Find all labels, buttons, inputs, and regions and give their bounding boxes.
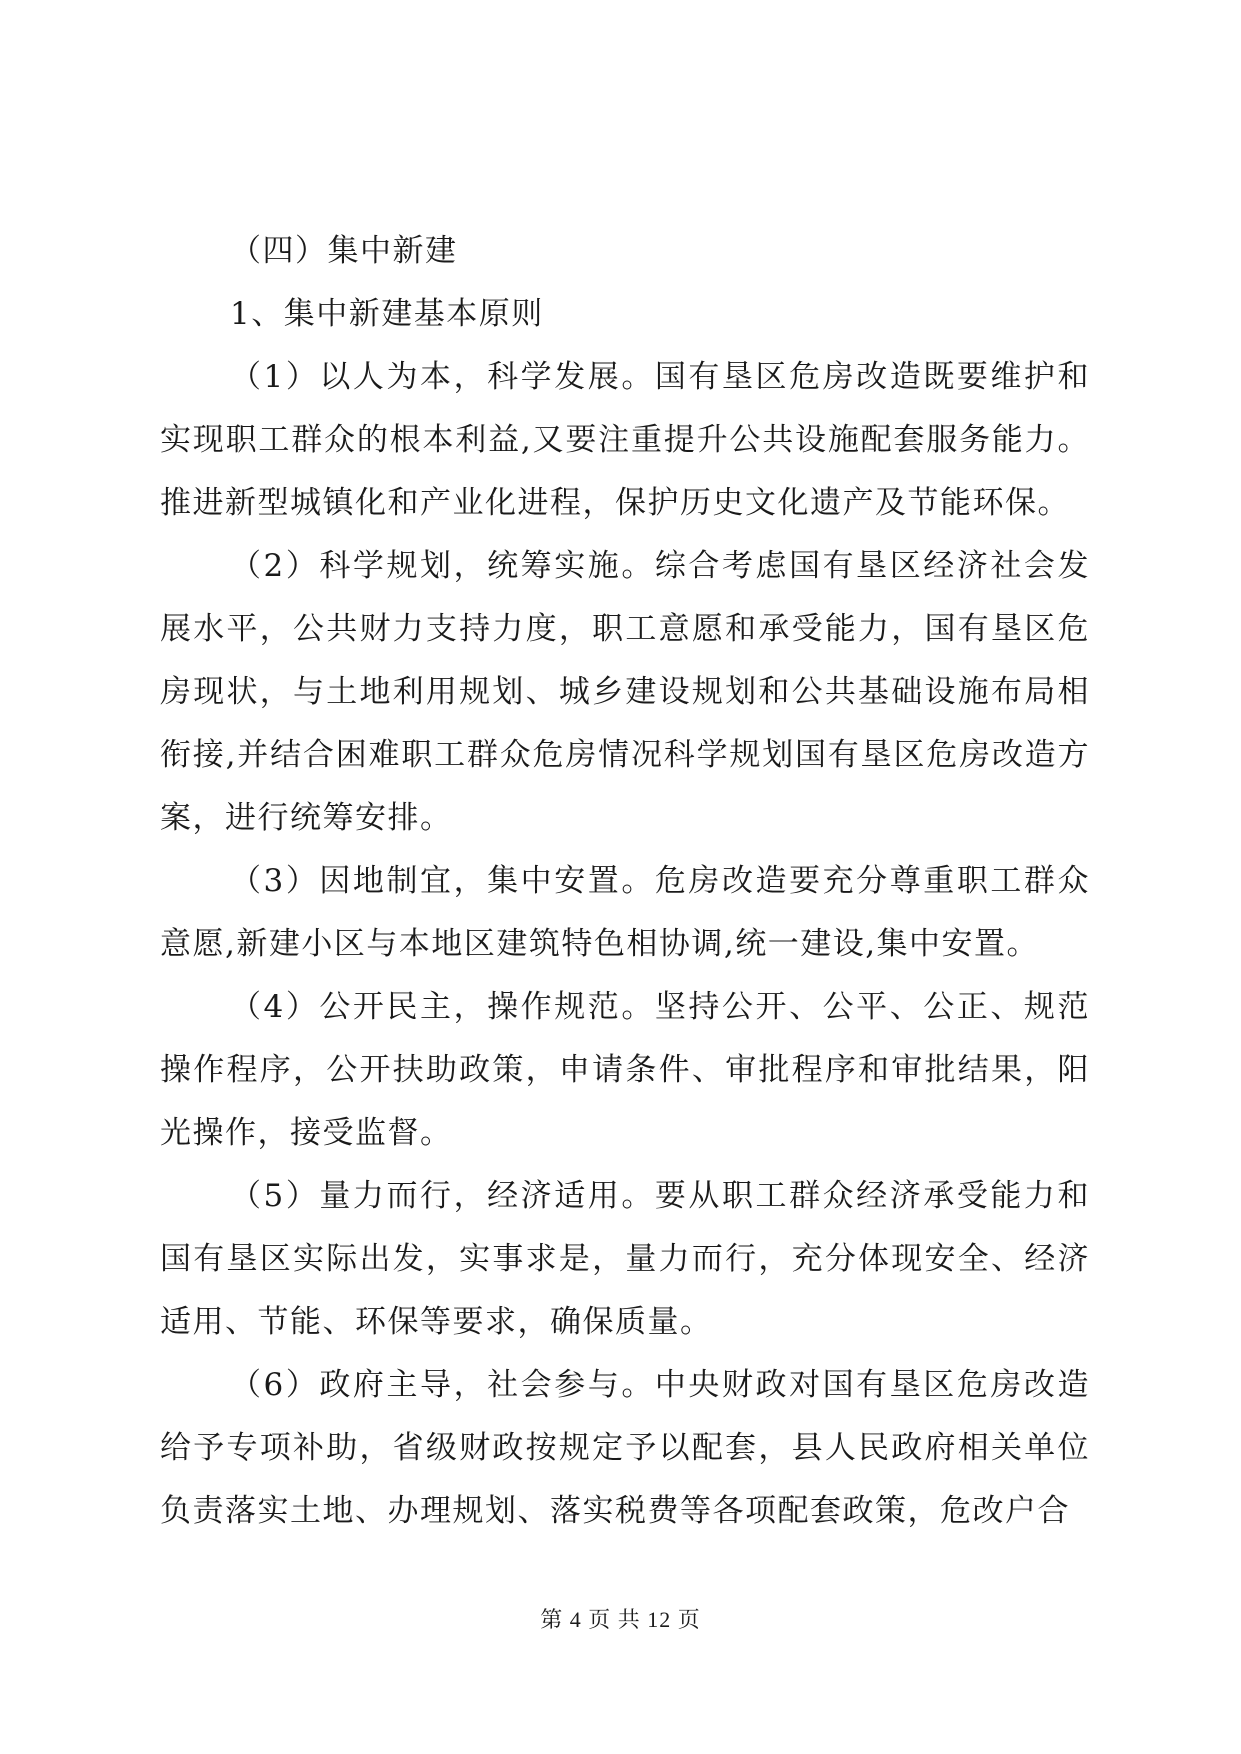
- paragraph-principle-4: （4）公开民主，操作规范。坚持公开、公平、公正、规范操作程序，公开扶助政策，申请条件、审批程序和审批结果，阳光操作，接受监督。: [160, 989, 1090, 1151]
- document-body: [160, 220, 1090, 1543]
- paragraph-principle-1: （1）以人为本，科学发展。国有垦区危房改造既要维护和实现职工群众的根本利益,又要注重提升公共设施配套服务能力。推进新型城镇化和产业化进程，保护历史文化遗产及节能环保。: [160, 359, 1090, 521]
- paragraph-principle-3: （3）因地制宜，集中安置。危房改造要充分尊重职工群众意愿,新建小区与本地区建筑特色相协调,统一建设,集中安置。: [160, 863, 1090, 962]
- page-number-footer: 第 4 页 共 12 页: [540, 1607, 701, 1632]
- subsection-heading: 1、集中新建基本原则: [230, 296, 544, 332]
- paragraph-principle-2: （2）科学规划，统筹实施。综合考虑国有垦区经济社会发展水平，公共财力支持力度，职工意愿和承受能力，国有垦区危房现状，与土地利用规划、城乡建设规划和公共基础设施布局相衔接,并结合困难职工群众危房情况科学规划国有垦区危房改造方案，进行统筹安排。: [160, 548, 1090, 836]
- section-heading: （四）集中新建: [230, 233, 458, 269]
- paragraph-principle-6: （6）政府主导，社会参与。中央财政对国有垦区危房改造给予专项补助，省级财政按规定予以配套，县人民政府相关单位负责落实土地、办理规划、落实税费等各项配套政策，危改户合: [160, 1367, 1090, 1529]
- paragraph-principle-5: （5）量力而行，经济适用。要从职工群众经济承受能力和国有垦区实际出发，实事求是，量力而行，充分体现安全、经济适用、节能、环保等要求，确保质量。: [160, 1178, 1090, 1340]
